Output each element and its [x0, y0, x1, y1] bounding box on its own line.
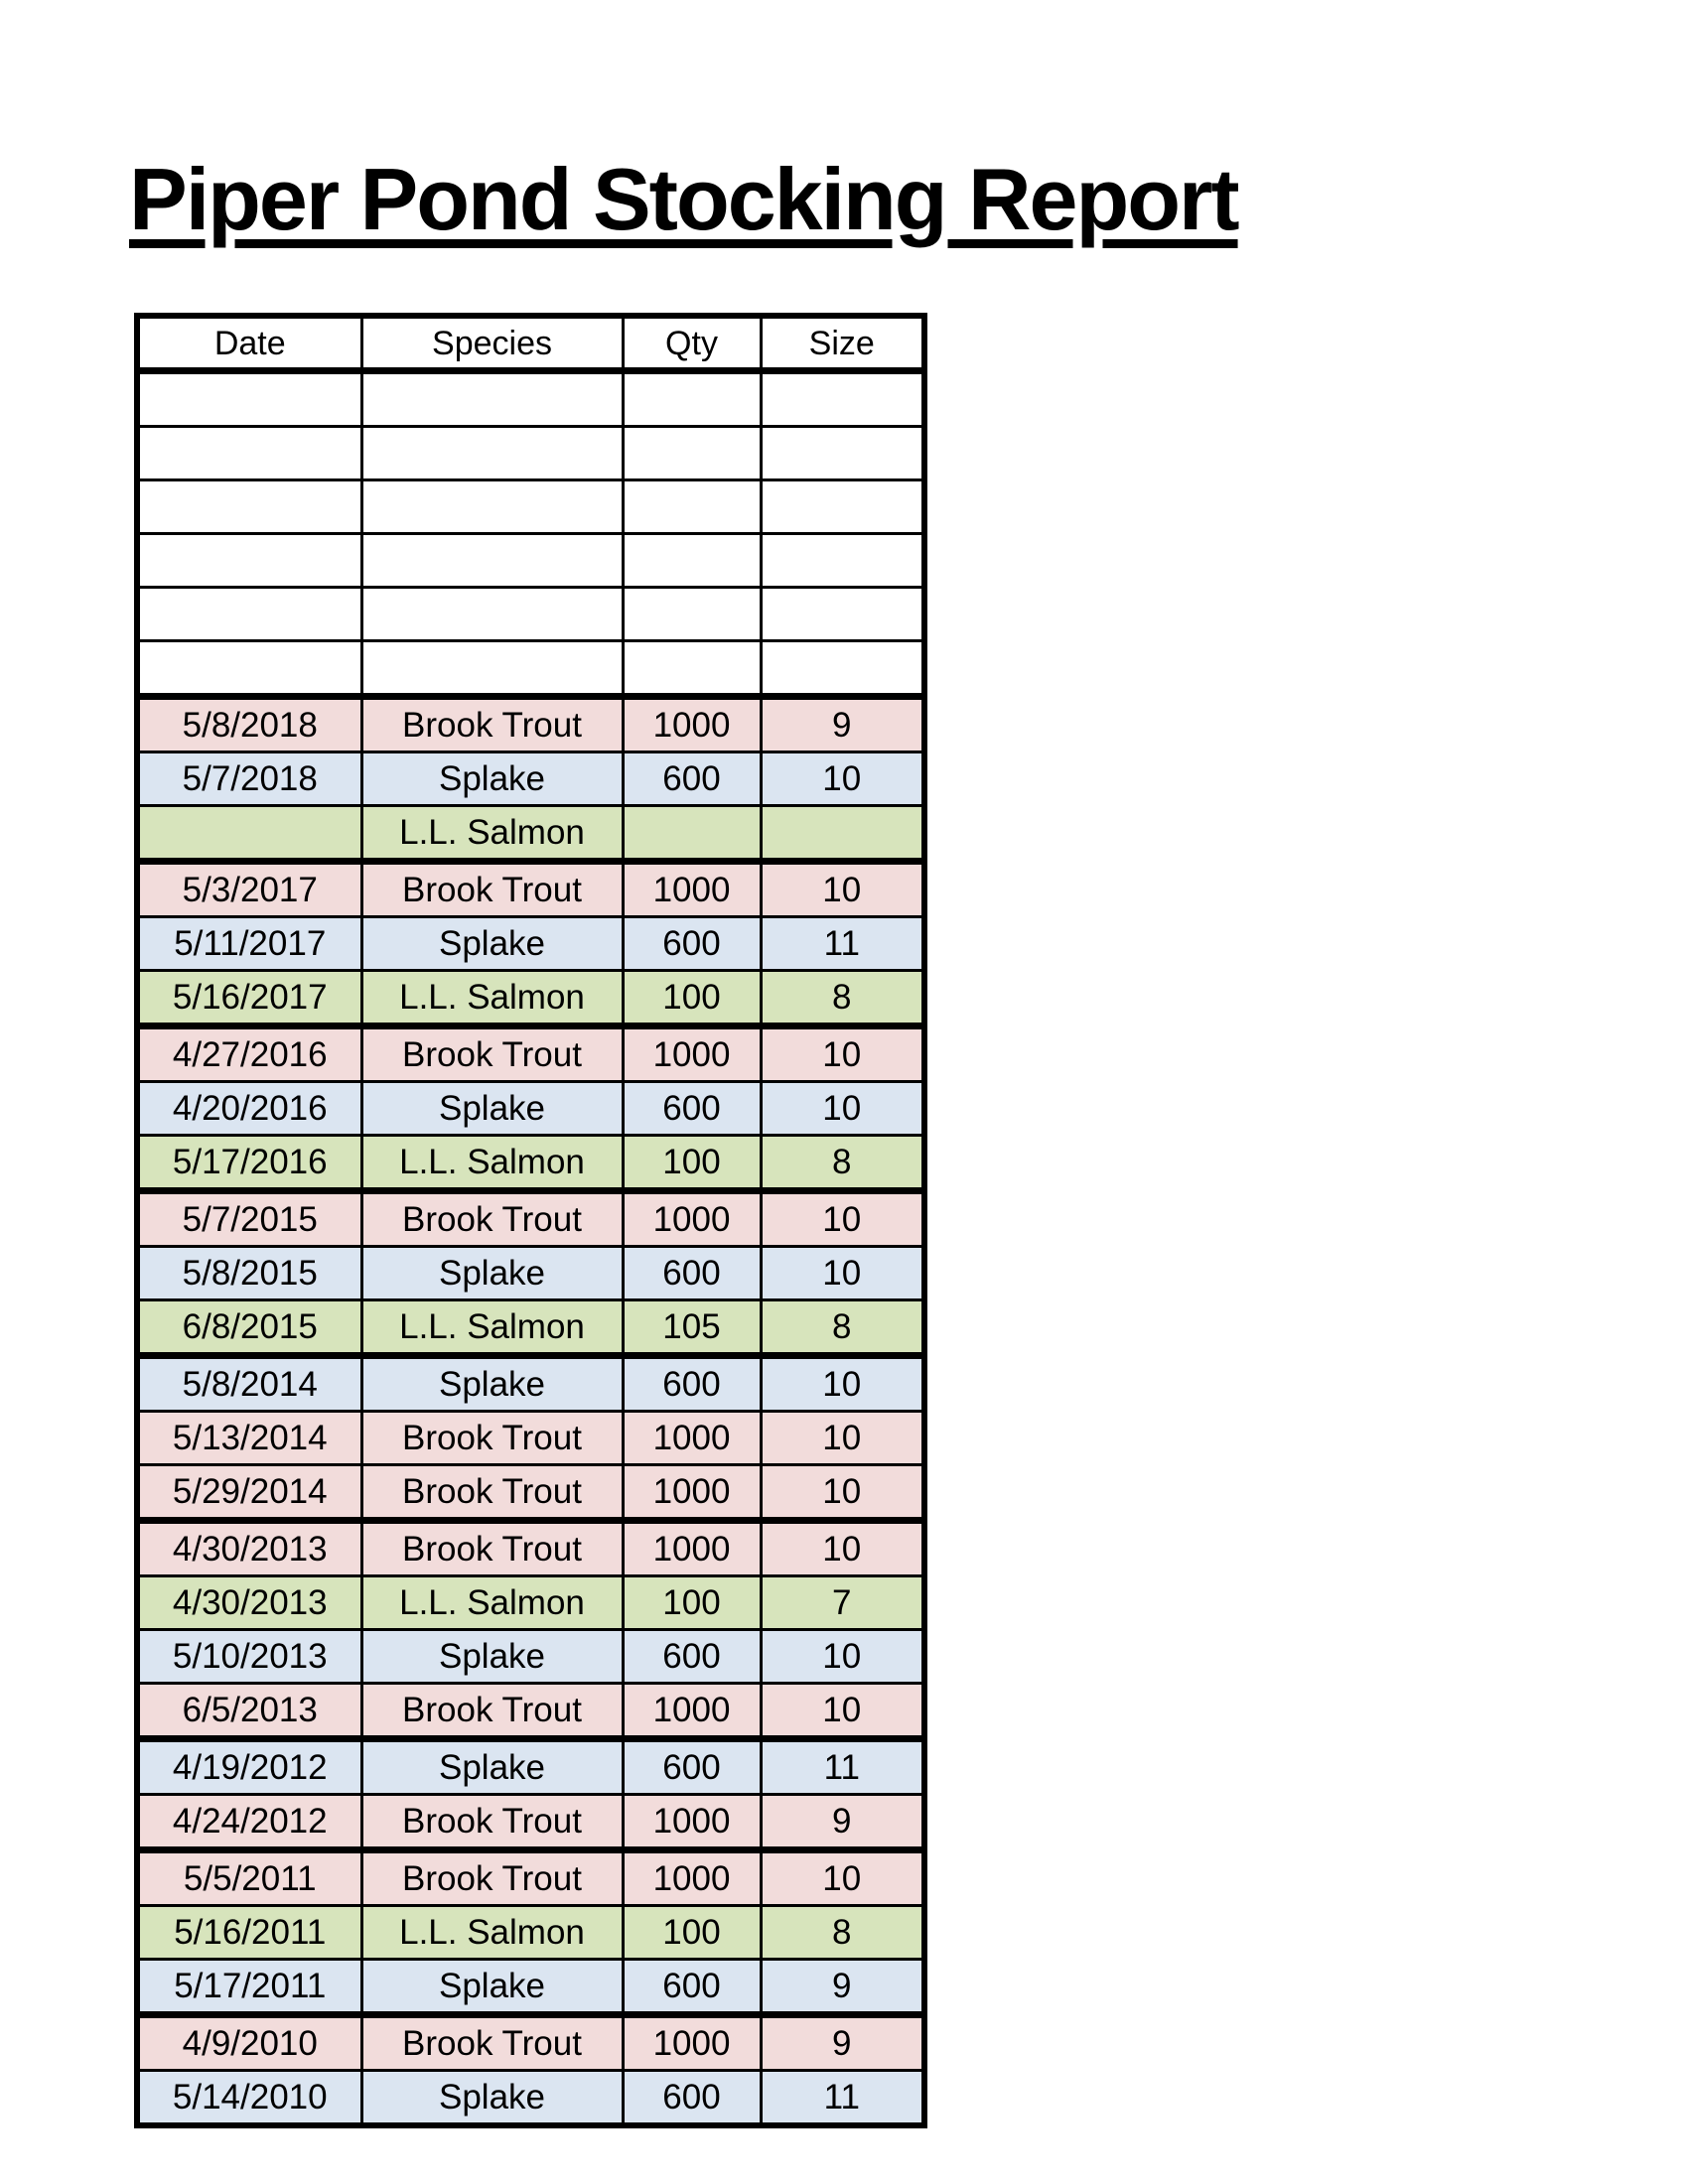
date-cell: 5/7/2015: [137, 1191, 361, 1247]
date-cell: 5/8/2018: [137, 697, 361, 752]
empty-species-cell: [361, 534, 623, 588]
date-cell: 4/9/2010: [137, 2015, 361, 2071]
date-cell: 5/8/2015: [137, 1247, 361, 1300]
qty-cell: 600: [623, 752, 761, 806]
species-cell: Brook Trout: [361, 862, 623, 917]
table-row: [137, 1191, 924, 1247]
qty-cell: 1000: [623, 1521, 761, 1576]
date-cell: 6/5/2013: [137, 1684, 361, 1739]
qty-cell: 1000: [623, 2015, 761, 2071]
size-cell: 10: [761, 1026, 924, 1082]
size-cell: 10: [761, 752, 924, 806]
species-cell: Brook Trout: [361, 1795, 623, 1850]
date-cell: 4/20/2016: [137, 1082, 361, 1136]
date-cell: 4/30/2013: [137, 1576, 361, 1630]
table-row: [137, 1684, 924, 1739]
species-cell: Brook Trout: [361, 1850, 623, 1906]
qty-cell: 1000: [623, 1026, 761, 1082]
qty-cell: 100: [623, 1906, 761, 1960]
column-header-size: Size: [761, 316, 924, 371]
empty-size-cell: [761, 371, 924, 427]
table-row: [137, 1630, 924, 1684]
size-cell: 11: [761, 1739, 924, 1795]
date-cell: 4/27/2016: [137, 1026, 361, 1082]
date-cell: 5/16/2017: [137, 971, 361, 1026]
date-cell: 5/29/2014: [137, 1465, 361, 1521]
table-row: [137, 1136, 924, 1191]
table-row: [137, 1412, 924, 1465]
table-row: [137, 862, 924, 917]
table-row: [137, 1300, 924, 1356]
species-cell: Brook Trout: [361, 1465, 623, 1521]
qty-cell: 100: [623, 971, 761, 1026]
empty-size-cell: [761, 641, 924, 697]
date-cell: 5/7/2018: [137, 752, 361, 806]
date-cell: 5/3/2017: [137, 862, 361, 917]
table-row: [137, 1026, 924, 1082]
size-cell: 10: [761, 1850, 924, 1906]
empty-row: [137, 427, 924, 480]
table-row: [137, 1247, 924, 1300]
empty-date-cell: [137, 588, 361, 641]
empty-date-cell: [137, 534, 361, 588]
qty-cell: 1000: [623, 1795, 761, 1850]
species-cell: Brook Trout: [361, 1191, 623, 1247]
column-header-qty: Qty: [623, 316, 761, 371]
header-row: [137, 316, 924, 371]
size-cell: 8: [761, 1906, 924, 1960]
qty-cell: 105: [623, 1300, 761, 1356]
species-cell: Brook Trout: [361, 697, 623, 752]
size-cell: 9: [761, 2015, 924, 2071]
table-row: [137, 2015, 924, 2071]
table-row: [137, 1795, 924, 1850]
empty-species-cell: [361, 371, 623, 427]
table-row: [137, 752, 924, 806]
size-cell: 10: [761, 1684, 924, 1739]
table-row: [137, 1739, 924, 1795]
date-cell: 5/17/2016: [137, 1136, 361, 1191]
empty-row: [137, 371, 924, 427]
date-cell: 5/8/2014: [137, 1356, 361, 1412]
empty-qty-cell: [623, 480, 761, 534]
size-cell: 7: [761, 1576, 924, 1630]
qty-cell: 1000: [623, 1412, 761, 1465]
size-cell: 10: [761, 1191, 924, 1247]
species-cell: Brook Trout: [361, 1684, 623, 1739]
date-cell: 5/14/2010: [137, 2071, 361, 2126]
date-cell: 5/17/2011: [137, 1960, 361, 2015]
empty-species-cell: [361, 588, 623, 641]
empty-row: [137, 588, 924, 641]
species-cell: L.L. Salmon: [361, 806, 623, 862]
size-cell: 10: [761, 1082, 924, 1136]
empty-size-cell: [761, 534, 924, 588]
empty-species-cell: [361, 480, 623, 534]
size-cell: 10: [761, 862, 924, 917]
qty-cell: [623, 806, 761, 862]
date-cell: 6/8/2015: [137, 1300, 361, 1356]
qty-cell: 600: [623, 1247, 761, 1300]
qty-cell: 1000: [623, 862, 761, 917]
qty-cell: 600: [623, 2071, 761, 2126]
species-cell: Brook Trout: [361, 1026, 623, 1082]
species-cell: L.L. Salmon: [361, 1136, 623, 1191]
empty-qty-cell: [623, 371, 761, 427]
date-cell: [137, 806, 361, 862]
size-cell: 11: [761, 2071, 924, 2126]
qty-cell: 1000: [623, 1465, 761, 1521]
species-cell: Splake: [361, 752, 623, 806]
qty-cell: 100: [623, 1576, 761, 1630]
table-body: [137, 371, 924, 2126]
empty-date-cell: [137, 371, 361, 427]
species-cell: L.L. Salmon: [361, 1906, 623, 1960]
species-cell: Splake: [361, 1356, 623, 1412]
empty-date-cell: [137, 427, 361, 480]
qty-cell: 600: [623, 1630, 761, 1684]
species-cell: Splake: [361, 917, 623, 971]
size-cell: 9: [761, 1795, 924, 1850]
table-row: [137, 1082, 924, 1136]
size-cell: 9: [761, 697, 924, 752]
empty-row: [137, 534, 924, 588]
empty-qty-cell: [623, 588, 761, 641]
qty-cell: 1000: [623, 1850, 761, 1906]
empty-size-cell: [761, 427, 924, 480]
qty-cell: 600: [623, 917, 761, 971]
species-cell: L.L. Salmon: [361, 971, 623, 1026]
empty-date-cell: [137, 480, 361, 534]
size-cell: 10: [761, 1356, 924, 1412]
page-title: Piper Pond Stocking Report: [129, 150, 1238, 248]
date-cell: 4/19/2012: [137, 1739, 361, 1795]
table-row: [137, 917, 924, 971]
empty-row: [137, 480, 924, 534]
table-row: [137, 2071, 924, 2126]
empty-qty-cell: [623, 427, 761, 480]
table-row: [137, 1906, 924, 1960]
qty-cell: 600: [623, 1356, 761, 1412]
date-cell: 5/5/2011: [137, 1850, 361, 1906]
date-cell: 5/16/2011: [137, 1906, 361, 1960]
qty-cell: 1000: [623, 1191, 761, 1247]
species-cell: Splake: [361, 1630, 623, 1684]
qty-cell: 600: [623, 1739, 761, 1795]
species-cell: Splake: [361, 1739, 623, 1795]
size-cell: 8: [761, 971, 924, 1026]
size-cell: 9: [761, 1960, 924, 2015]
table-row: [137, 1356, 924, 1412]
table-row: [137, 971, 924, 1026]
empty-qty-cell: [623, 641, 761, 697]
qty-cell: 600: [623, 1082, 761, 1136]
empty-size-cell: [761, 588, 924, 641]
qty-cell: 100: [623, 1136, 761, 1191]
size-cell: 10: [761, 1521, 924, 1576]
date-cell: 5/11/2017: [137, 917, 361, 971]
species-cell: Splake: [361, 1247, 623, 1300]
species-cell: L.L. Salmon: [361, 1300, 623, 1356]
size-cell: [761, 806, 924, 862]
species-cell: Splake: [361, 2071, 623, 2126]
species-cell: Brook Trout: [361, 1521, 623, 1576]
species-cell: Splake: [361, 1082, 623, 1136]
qty-cell: 1000: [623, 697, 761, 752]
species-cell: L.L. Salmon: [361, 1576, 623, 1630]
date-cell: 5/10/2013: [137, 1630, 361, 1684]
species-cell: Brook Trout: [361, 1412, 623, 1465]
table-row: [137, 1850, 924, 1906]
table-row: [137, 1960, 924, 2015]
size-cell: 11: [761, 917, 924, 971]
size-cell: 8: [761, 1136, 924, 1191]
empty-row: [137, 641, 924, 697]
size-cell: 8: [761, 1300, 924, 1356]
table-row: [137, 697, 924, 752]
column-header-date: Date: [137, 316, 361, 371]
table-row: [137, 1465, 924, 1521]
species-cell: Splake: [361, 1960, 623, 2015]
empty-species-cell: [361, 427, 623, 480]
size-cell: 10: [761, 1630, 924, 1684]
qty-cell: 600: [623, 1960, 761, 2015]
species-cell: Brook Trout: [361, 2015, 623, 2071]
date-cell: 5/13/2014: [137, 1412, 361, 1465]
date-cell: 4/24/2012: [137, 1795, 361, 1850]
size-cell: 10: [761, 1465, 924, 1521]
size-cell: 10: [761, 1247, 924, 1300]
table-row: [137, 1576, 924, 1630]
empty-size-cell: [761, 480, 924, 534]
date-cell: 4/30/2013: [137, 1521, 361, 1576]
empty-qty-cell: [623, 534, 761, 588]
stocking-table: [134, 313, 927, 2128]
column-header-species: Species: [361, 316, 623, 371]
table-row: [137, 806, 924, 862]
qty-cell: 1000: [623, 1684, 761, 1739]
size-cell: 10: [761, 1412, 924, 1465]
empty-date-cell: [137, 641, 361, 697]
empty-species-cell: [361, 641, 623, 697]
table-row: [137, 1521, 924, 1576]
